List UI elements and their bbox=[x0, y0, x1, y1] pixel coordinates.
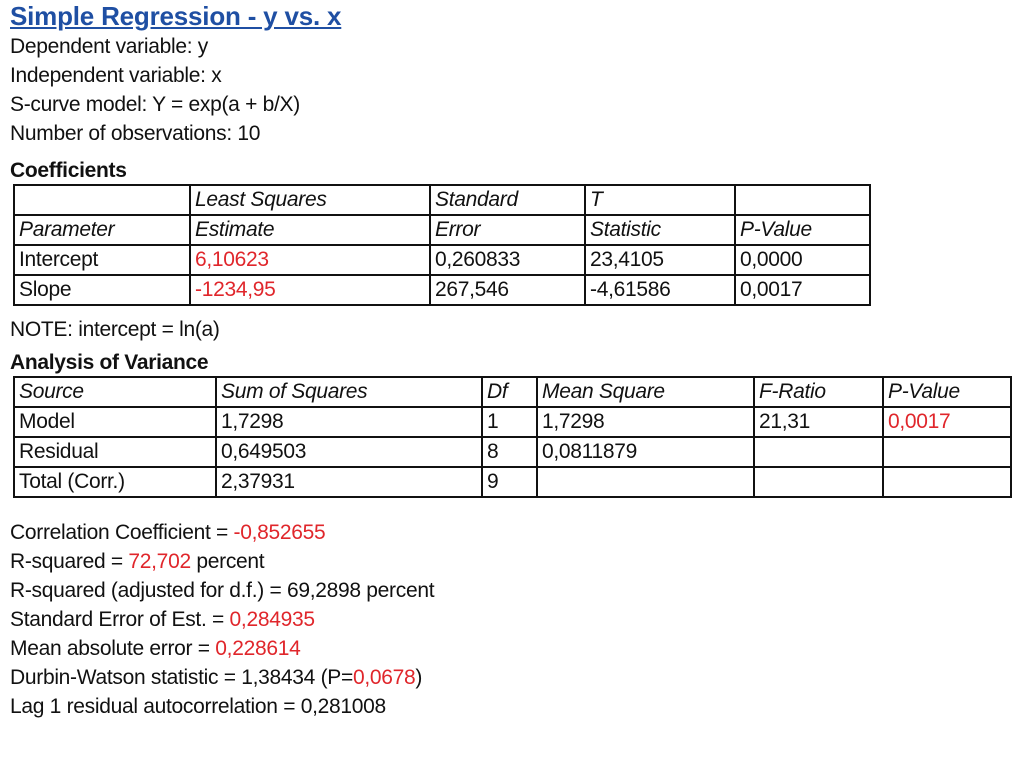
model-formula-line: S-curve model: Y = exp(a + b/X) bbox=[10, 93, 300, 116]
stat-label: Standard Error of Est. = bbox=[10, 608, 230, 631]
header-cell: Sum of Squares bbox=[216, 377, 482, 407]
table-cell: 0,0811879 bbox=[537, 437, 754, 467]
table-cell: Model bbox=[14, 407, 216, 437]
header-cell: P-Value bbox=[735, 215, 870, 245]
table-cell: 9 bbox=[482, 467, 537, 497]
anova-table bbox=[13, 376, 1012, 498]
coefficients-header-row-2 bbox=[14, 215, 870, 245]
header-cell: Df bbox=[482, 377, 537, 407]
anova-header-row bbox=[14, 377, 1011, 407]
header-cell: Standard bbox=[430, 185, 585, 215]
table-cell: Slope bbox=[14, 275, 190, 305]
table-cell: 1,7298 bbox=[216, 407, 482, 437]
header-cell bbox=[735, 185, 870, 215]
estimate-cell: 6,10623 bbox=[190, 245, 430, 275]
table-cell: Residual bbox=[14, 437, 216, 467]
header-cell: Least Squares bbox=[190, 185, 430, 215]
table-row bbox=[14, 275, 870, 305]
table-cell bbox=[883, 437, 1011, 467]
table-cell: 1 bbox=[482, 407, 537, 437]
table-row bbox=[14, 467, 1011, 497]
header-cell: Statistic bbox=[585, 215, 735, 245]
table-cell bbox=[754, 467, 883, 497]
p-value-cell: 0,0017 bbox=[883, 407, 1011, 437]
table-cell: Total (Corr.) bbox=[14, 467, 216, 497]
durbin-watson-line bbox=[10, 663, 1015, 692]
table-cell: 1,7298 bbox=[537, 407, 754, 437]
table-cell bbox=[754, 437, 883, 467]
header-cell: T bbox=[585, 185, 735, 215]
independent-variable-line: Independent variable: x bbox=[10, 64, 222, 87]
header-cell: Mean Square bbox=[537, 377, 754, 407]
coefficients-table bbox=[13, 184, 871, 306]
table-cell: 267,546 bbox=[430, 275, 585, 305]
estimate-cell: -1234,95 bbox=[190, 275, 430, 305]
header-cell: Source bbox=[14, 377, 216, 407]
table-row bbox=[14, 245, 870, 275]
r-squared-line bbox=[10, 547, 1015, 576]
stat-suffix: percent bbox=[190, 550, 265, 573]
table-cell: 0,649503 bbox=[216, 437, 482, 467]
table-cell: 0,0017 bbox=[735, 275, 870, 305]
stat-label: R-squared = bbox=[10, 550, 129, 573]
stat-value: -0,852655 bbox=[233, 521, 326, 544]
stat-suffix: ) bbox=[415, 666, 423, 689]
table-cell: -4,61586 bbox=[585, 275, 735, 305]
dependent-variable-line: Dependent variable: y bbox=[10, 35, 208, 58]
stat-value: 72,702 bbox=[128, 550, 191, 573]
report-title: Simple Regression - y vs. x bbox=[10, 1, 342, 31]
summary-statistics bbox=[10, 518, 1015, 721]
table-cell: Intercept bbox=[14, 245, 190, 275]
header-cell: Estimate bbox=[190, 215, 430, 245]
table-cell: 8 bbox=[482, 437, 537, 467]
table-cell: 2,37931 bbox=[216, 467, 482, 497]
table-cell: 23,4105 bbox=[585, 245, 735, 275]
header-cell bbox=[14, 185, 190, 215]
table-cell: 0,0000 bbox=[735, 245, 870, 275]
table-row bbox=[14, 407, 1011, 437]
coefficients-heading: Coefficients bbox=[10, 159, 127, 182]
stat-label: Durbin-Watson statistic = 1,38434 (P= bbox=[10, 666, 353, 689]
stat-value: 0,228614 bbox=[215, 637, 301, 660]
lag1-autocorrelation-line: Lag 1 residual autocorrelation = 0,281008 bbox=[10, 695, 386, 718]
stat-value: 0,0678 bbox=[352, 666, 416, 689]
stat-label: Correlation Coefficient = bbox=[10, 521, 234, 544]
header-cell: Parameter bbox=[14, 215, 190, 245]
header-cell: F-Ratio bbox=[754, 377, 883, 407]
stat-label: Mean absolute error = bbox=[10, 637, 216, 660]
mean-absolute-error-line bbox=[10, 634, 1015, 663]
r-squared-adjusted-line: R-squared (adjusted for d.f.) = 69,2898 percent bbox=[10, 579, 435, 602]
coefficients-header-row-1 bbox=[14, 185, 870, 215]
table-row bbox=[14, 437, 1011, 467]
stat-value: 0,284935 bbox=[229, 608, 315, 631]
intercept-note: NOTE: intercept = ln(a) bbox=[10, 318, 220, 341]
table-cell: 0,260833 bbox=[430, 245, 585, 275]
header-cell: Error bbox=[430, 215, 585, 245]
standard-error-line bbox=[10, 605, 1015, 634]
header-cell: P-Value bbox=[883, 377, 1011, 407]
anova-heading: Analysis of Variance bbox=[10, 351, 209, 374]
observations-line: Number of observations: 10 bbox=[10, 122, 261, 145]
regression-report bbox=[10, 0, 1015, 721]
table-cell bbox=[537, 467, 754, 497]
table-cell bbox=[883, 467, 1011, 497]
correlation-line bbox=[10, 518, 1015, 547]
table-cell: 21,31 bbox=[754, 407, 883, 437]
model-info bbox=[10, 32, 1015, 148]
